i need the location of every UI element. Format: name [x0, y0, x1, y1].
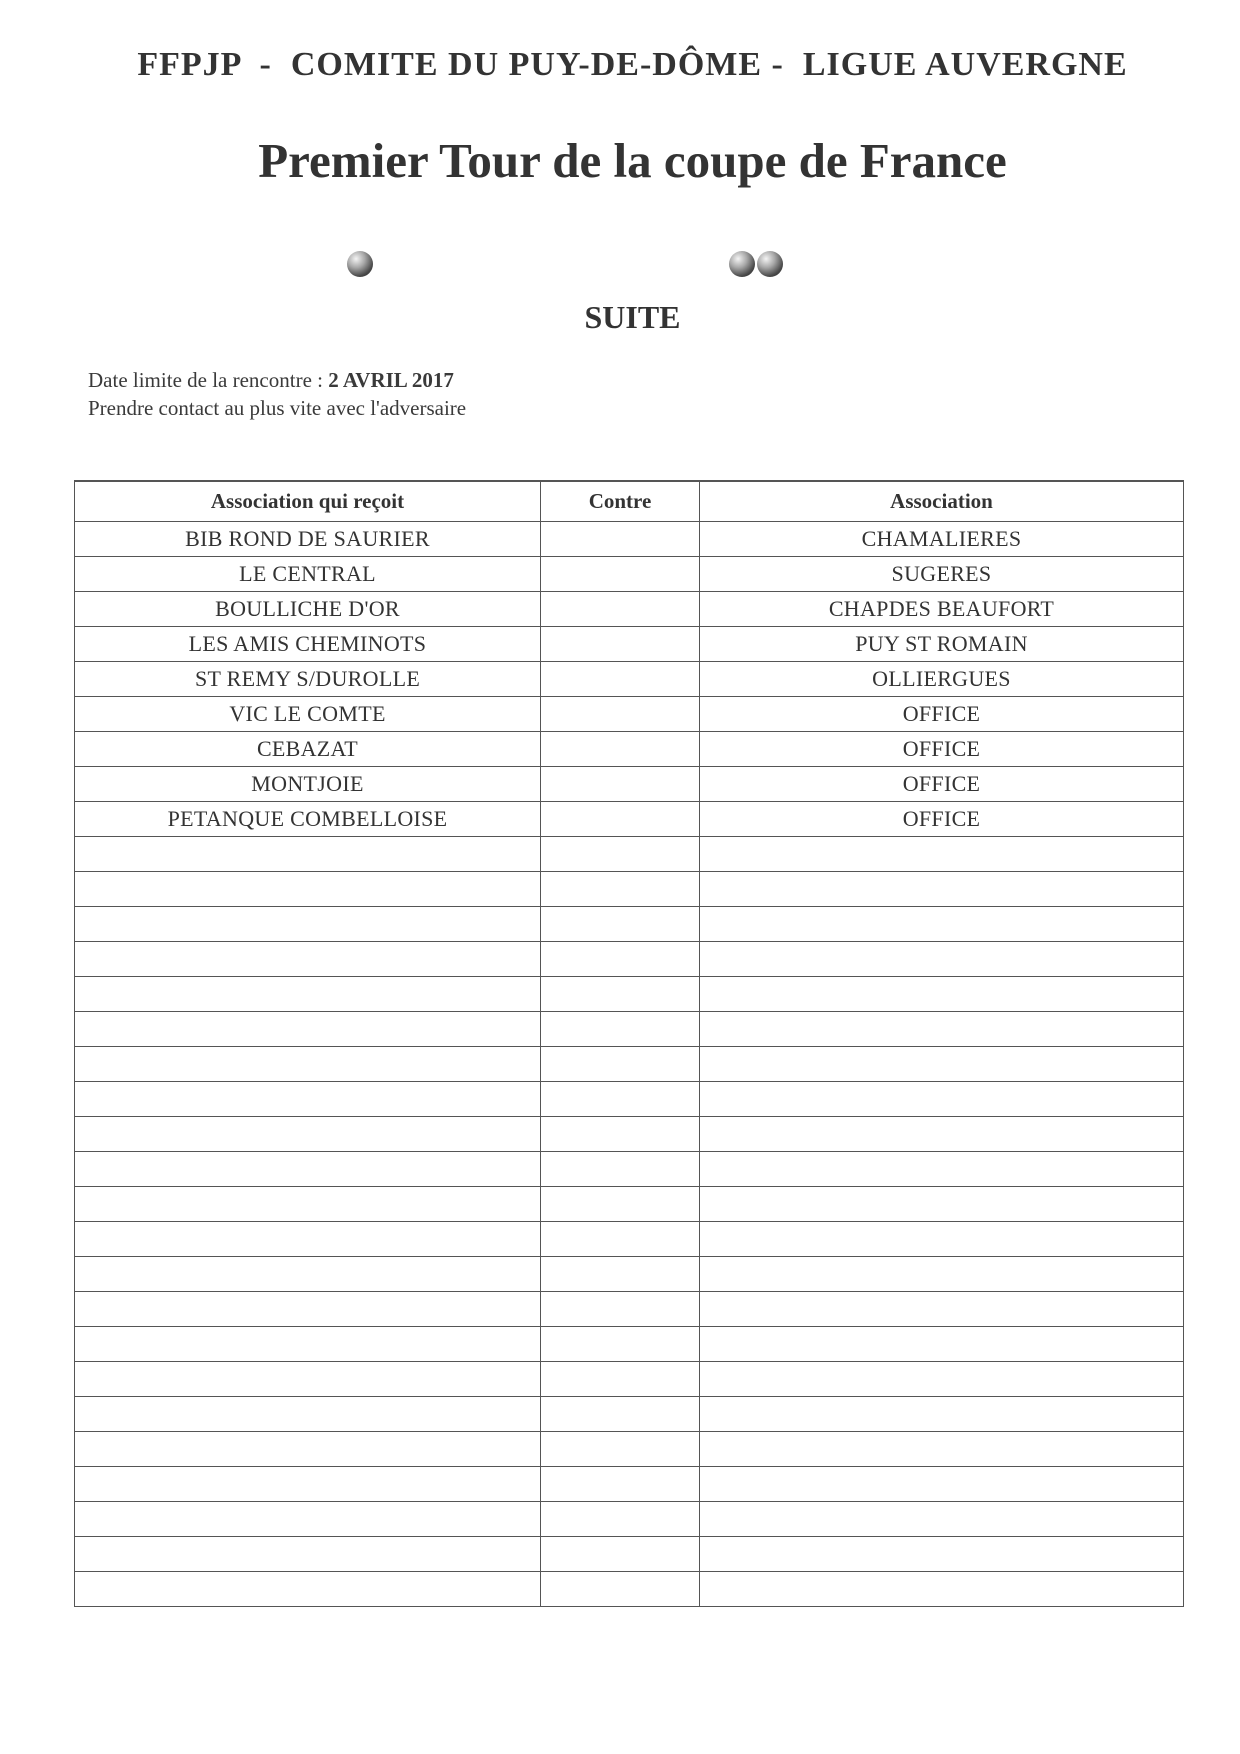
cell-versus	[541, 1362, 700, 1397]
cell-away-association	[700, 942, 1184, 977]
cell-versus	[541, 1537, 700, 1572]
table-header-row	[75, 481, 1184, 522]
cell-versus	[541, 1572, 700, 1607]
cell-away-association: OLLIERGUES	[700, 662, 1184, 697]
cell-home-association: LES AMIS CHEMINOTS	[75, 627, 541, 662]
table-row	[75, 1257, 1184, 1292]
table-row	[75, 1012, 1184, 1047]
cell-away-association	[700, 1572, 1184, 1607]
cell-away-association	[700, 1502, 1184, 1537]
cell-versus	[541, 1222, 700, 1257]
cell-home-association	[75, 1362, 541, 1397]
deadline-label: Date limite de la rencontre :	[88, 368, 329, 392]
cell-versus	[541, 1327, 700, 1362]
petanque-balls-icon	[729, 251, 783, 277]
cell-home-association	[75, 1152, 541, 1187]
cell-away-association	[700, 1222, 1184, 1257]
cell-home-association	[75, 1397, 541, 1432]
cell-away-association	[700, 1292, 1184, 1327]
table-row	[75, 802, 1184, 837]
cell-away-association	[700, 1257, 1184, 1292]
cell-versus	[541, 942, 700, 977]
info-block	[88, 366, 466, 422]
cell-versus	[541, 557, 700, 592]
cell-away-association: OFFICE	[700, 697, 1184, 732]
cell-home-association	[75, 872, 541, 907]
cell-versus	[541, 592, 700, 627]
table-row	[75, 557, 1184, 592]
cell-versus	[541, 522, 700, 557]
cell-versus	[541, 662, 700, 697]
table-row	[75, 1397, 1184, 1432]
cell-versus	[541, 1047, 700, 1082]
table-row	[75, 1117, 1184, 1152]
table-row	[75, 872, 1184, 907]
table-row	[75, 1047, 1184, 1082]
cell-home-association	[75, 1257, 541, 1292]
cell-versus	[541, 1467, 700, 1502]
cell-home-association	[75, 1187, 541, 1222]
cell-away-association: CHAPDES BEAUFORT	[700, 592, 1184, 627]
cell-home-association	[75, 1082, 541, 1117]
cell-home-association	[75, 977, 541, 1012]
table-row	[75, 1152, 1184, 1187]
cell-versus	[541, 872, 700, 907]
table-row	[75, 907, 1184, 942]
cell-away-association	[700, 1397, 1184, 1432]
cell-home-association: BIB ROND DE SAURIER	[75, 522, 541, 557]
table-row	[75, 627, 1184, 662]
cell-home-association	[75, 1292, 541, 1327]
deadline-line	[88, 366, 466, 394]
cell-versus	[541, 802, 700, 837]
cell-home-association	[75, 1502, 541, 1537]
cell-home-association	[75, 1047, 541, 1082]
table-row	[75, 1362, 1184, 1397]
table-row	[75, 977, 1184, 1012]
table-row	[75, 942, 1184, 977]
cell-away-association: PUY ST ROMAIN	[700, 627, 1184, 662]
table-row	[75, 767, 1184, 802]
cell-versus	[541, 977, 700, 1012]
table-row	[75, 1432, 1184, 1467]
cell-away-association: SUGERES	[700, 557, 1184, 592]
cell-away-association: CHAMALIERES	[700, 522, 1184, 557]
cell-home-association: LE CENTRAL	[75, 557, 541, 592]
cell-versus	[541, 1152, 700, 1187]
cell-away-association	[700, 1152, 1184, 1187]
cell-versus	[541, 697, 700, 732]
cell-away-association	[700, 1082, 1184, 1117]
cell-home-association: VIC LE COMTE	[75, 697, 541, 732]
cell-away-association	[700, 977, 1184, 1012]
cell-home-association: MONTJOIE	[75, 767, 541, 802]
cell-away-association	[700, 1012, 1184, 1047]
table-row	[75, 1572, 1184, 1607]
cell-home-association: PETANQUE COMBELLOISE	[75, 802, 541, 837]
cell-versus	[541, 767, 700, 802]
cell-home-association	[75, 1117, 541, 1152]
page-title: Premier Tour de la coupe de France	[258, 133, 1007, 188]
organization-header: FFPJP - COMITE DU PUY-DE-DÔME - LIGUE AUVERGNE	[137, 46, 1128, 83]
cell-home-association: ST REMY S/DUROLLE	[75, 662, 541, 697]
cell-away-association: OFFICE	[700, 802, 1184, 837]
cell-away-association	[700, 1362, 1184, 1397]
cell-away-association	[700, 1117, 1184, 1152]
cell-away-association: OFFICE	[700, 767, 1184, 802]
cell-away-association: OFFICE	[700, 732, 1184, 767]
table-row	[75, 662, 1184, 697]
cell-home-association: CEBAZAT	[75, 732, 541, 767]
table-row	[75, 1537, 1184, 1572]
cell-away-association	[700, 907, 1184, 942]
matches-table	[74, 480, 1184, 1607]
cell-away-association	[700, 837, 1184, 872]
cell-versus	[541, 1082, 700, 1117]
cell-home-association	[75, 1432, 541, 1467]
cell-home-association	[75, 1222, 541, 1257]
column-header-away: Association	[700, 481, 1184, 522]
cell-home-association	[75, 1467, 541, 1502]
cell-versus	[541, 907, 700, 942]
cell-home-association	[75, 1012, 541, 1047]
column-header-versus: Contre	[541, 481, 700, 522]
table-row	[75, 1082, 1184, 1117]
table-row	[75, 732, 1184, 767]
cell-home-association	[75, 942, 541, 977]
cell-home-association	[75, 1572, 541, 1607]
contact-note: Prendre contact au plus vite avec l'adversaire	[88, 396, 467, 420]
cell-away-association	[700, 872, 1184, 907]
cell-home-association	[75, 1537, 541, 1572]
cell-versus	[541, 732, 700, 767]
cell-away-association	[700, 1327, 1184, 1362]
cell-versus	[541, 1397, 700, 1432]
cell-away-association	[700, 1187, 1184, 1222]
cell-versus	[541, 1187, 700, 1222]
cell-versus	[541, 1292, 700, 1327]
table-row	[75, 1467, 1184, 1502]
cell-home-association: BOULLICHE D'OR	[75, 592, 541, 627]
column-header-home: Association qui reçoit	[75, 481, 541, 522]
table-row	[75, 592, 1184, 627]
deadline-value: 2 AVRIL 2017	[328, 368, 454, 392]
cell-home-association	[75, 837, 541, 872]
cell-away-association	[700, 1537, 1184, 1572]
table-row	[75, 1502, 1184, 1537]
cell-away-association	[700, 1467, 1184, 1502]
cell-home-association	[75, 907, 541, 942]
petanque-ball-icon	[347, 251, 373, 277]
cell-versus	[541, 1502, 700, 1537]
table-row	[75, 1327, 1184, 1362]
cell-versus	[541, 837, 700, 872]
table-row	[75, 1187, 1184, 1222]
cell-away-association	[700, 1047, 1184, 1082]
table-row	[75, 522, 1184, 557]
page-subtitle: SUITE	[584, 299, 681, 335]
cell-home-association	[75, 1327, 541, 1362]
table-row	[75, 1222, 1184, 1257]
table-body	[75, 522, 1184, 1607]
cell-versus	[541, 627, 700, 662]
cell-away-association	[700, 1432, 1184, 1467]
table-row	[75, 1292, 1184, 1327]
table-row	[75, 697, 1184, 732]
cell-versus	[541, 1117, 700, 1152]
cell-versus	[541, 1012, 700, 1047]
cell-versus	[541, 1432, 700, 1467]
cell-versus	[541, 1257, 700, 1292]
table-row	[75, 837, 1184, 872]
